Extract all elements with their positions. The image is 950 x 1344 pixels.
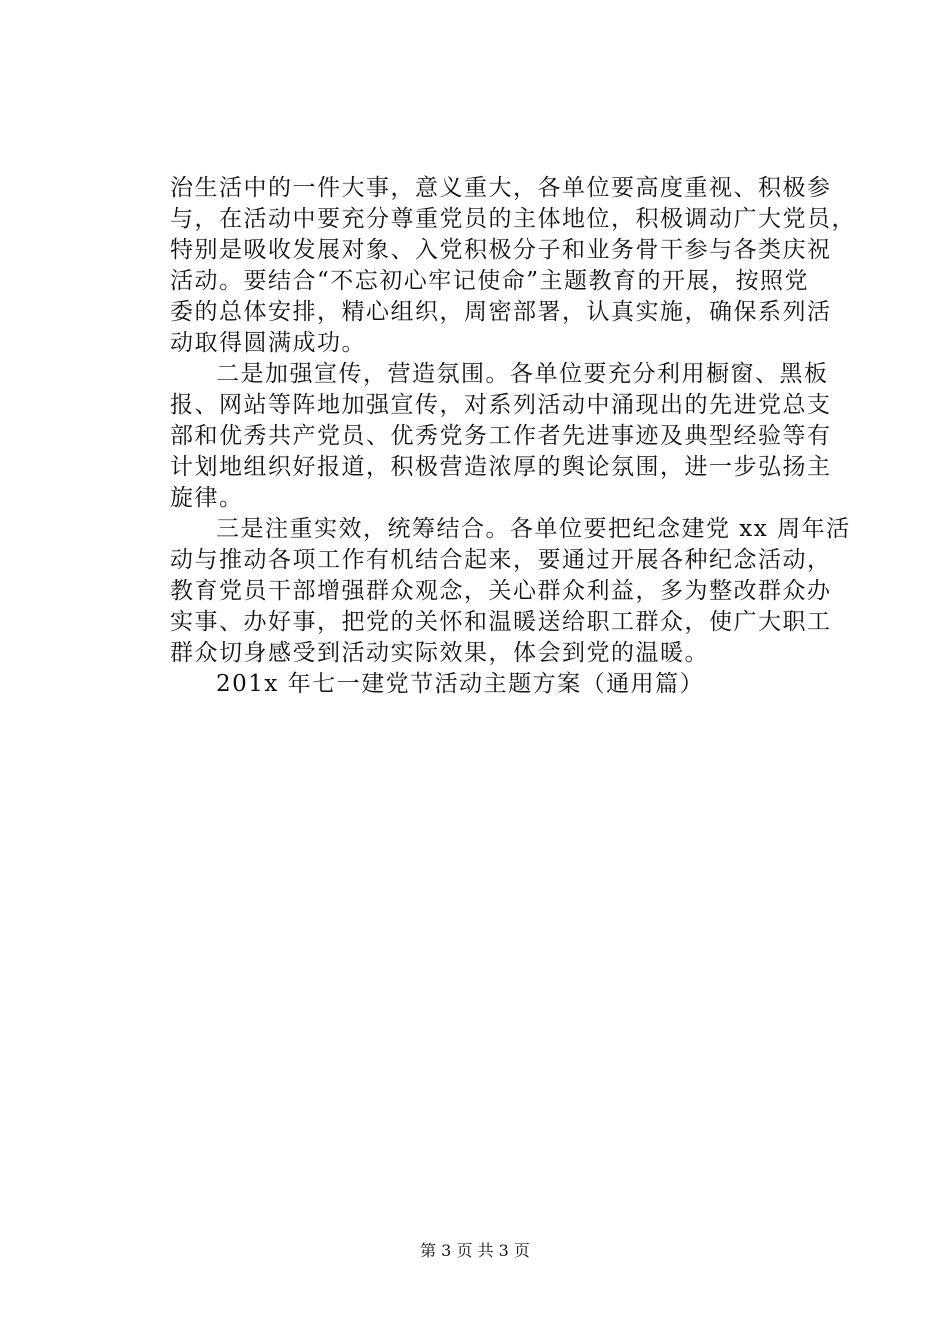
text-line: 旋律。 xyxy=(170,485,244,511)
paragraph-start-line: 三是注重实效，统筹结合。各单位要把纪念建党 xx 周年活 xyxy=(216,516,851,542)
text-line: 部和优秀共产党员、优秀党务工作者先进事迹及典型经验等有 xyxy=(170,423,832,449)
paragraph-start-line: 二是加强宣传，营造氛围。各单位要充分利用橱窗、黑板 xyxy=(216,361,829,387)
page-number: 第 3 页 共 3 页 xyxy=(420,1241,530,1260)
text-line: 报、网站等阵地加强宣传，对系列活动中涌现出的先进党总支 xyxy=(170,392,832,418)
page-footer xyxy=(0,1241,950,1261)
text-line: 治生活中的一件大事，意义重大，各单位要高度重视、积极参 xyxy=(170,175,832,201)
text-line: 委的总体安排，精心组织，周密部署，认真实施，确保系列活 xyxy=(170,299,832,325)
text-line: 群众切身感受到活动实际效果，体会到党的温暖。 xyxy=(170,640,709,666)
text-line: 动与推动各项工作有机结合起来，要通过开展各种纪念活动， xyxy=(170,547,832,573)
document-body xyxy=(170,173,856,700)
text-line: 动取得圆满成功。 xyxy=(170,330,366,356)
text-line: 与，在活动中要充分尊重党员的主体地位，积极调动广大党员， xyxy=(170,206,856,232)
text-line: 实事、办好事，把党的关怀和温暖送给职工群众，使广大职工 xyxy=(170,609,832,635)
text-line: 教育党员干部增强群众观念，关心群众利益，多为整改群众办 xyxy=(170,578,832,604)
text-line: 特别是吸收发展对象、入党积极分子和业务骨干参与各类庆祝 xyxy=(170,237,832,263)
document-subtitle: 201x 年七一建党节活动主题方案（通用篇） xyxy=(216,671,705,697)
text-line: 计划地组织好报道，积极营造浓厚的舆论氛围，进一步弘扬主 xyxy=(170,454,832,480)
text-line: 活动。要结合“不忘初心牢记使命”主题教育的开展，按照党 xyxy=(170,268,810,294)
